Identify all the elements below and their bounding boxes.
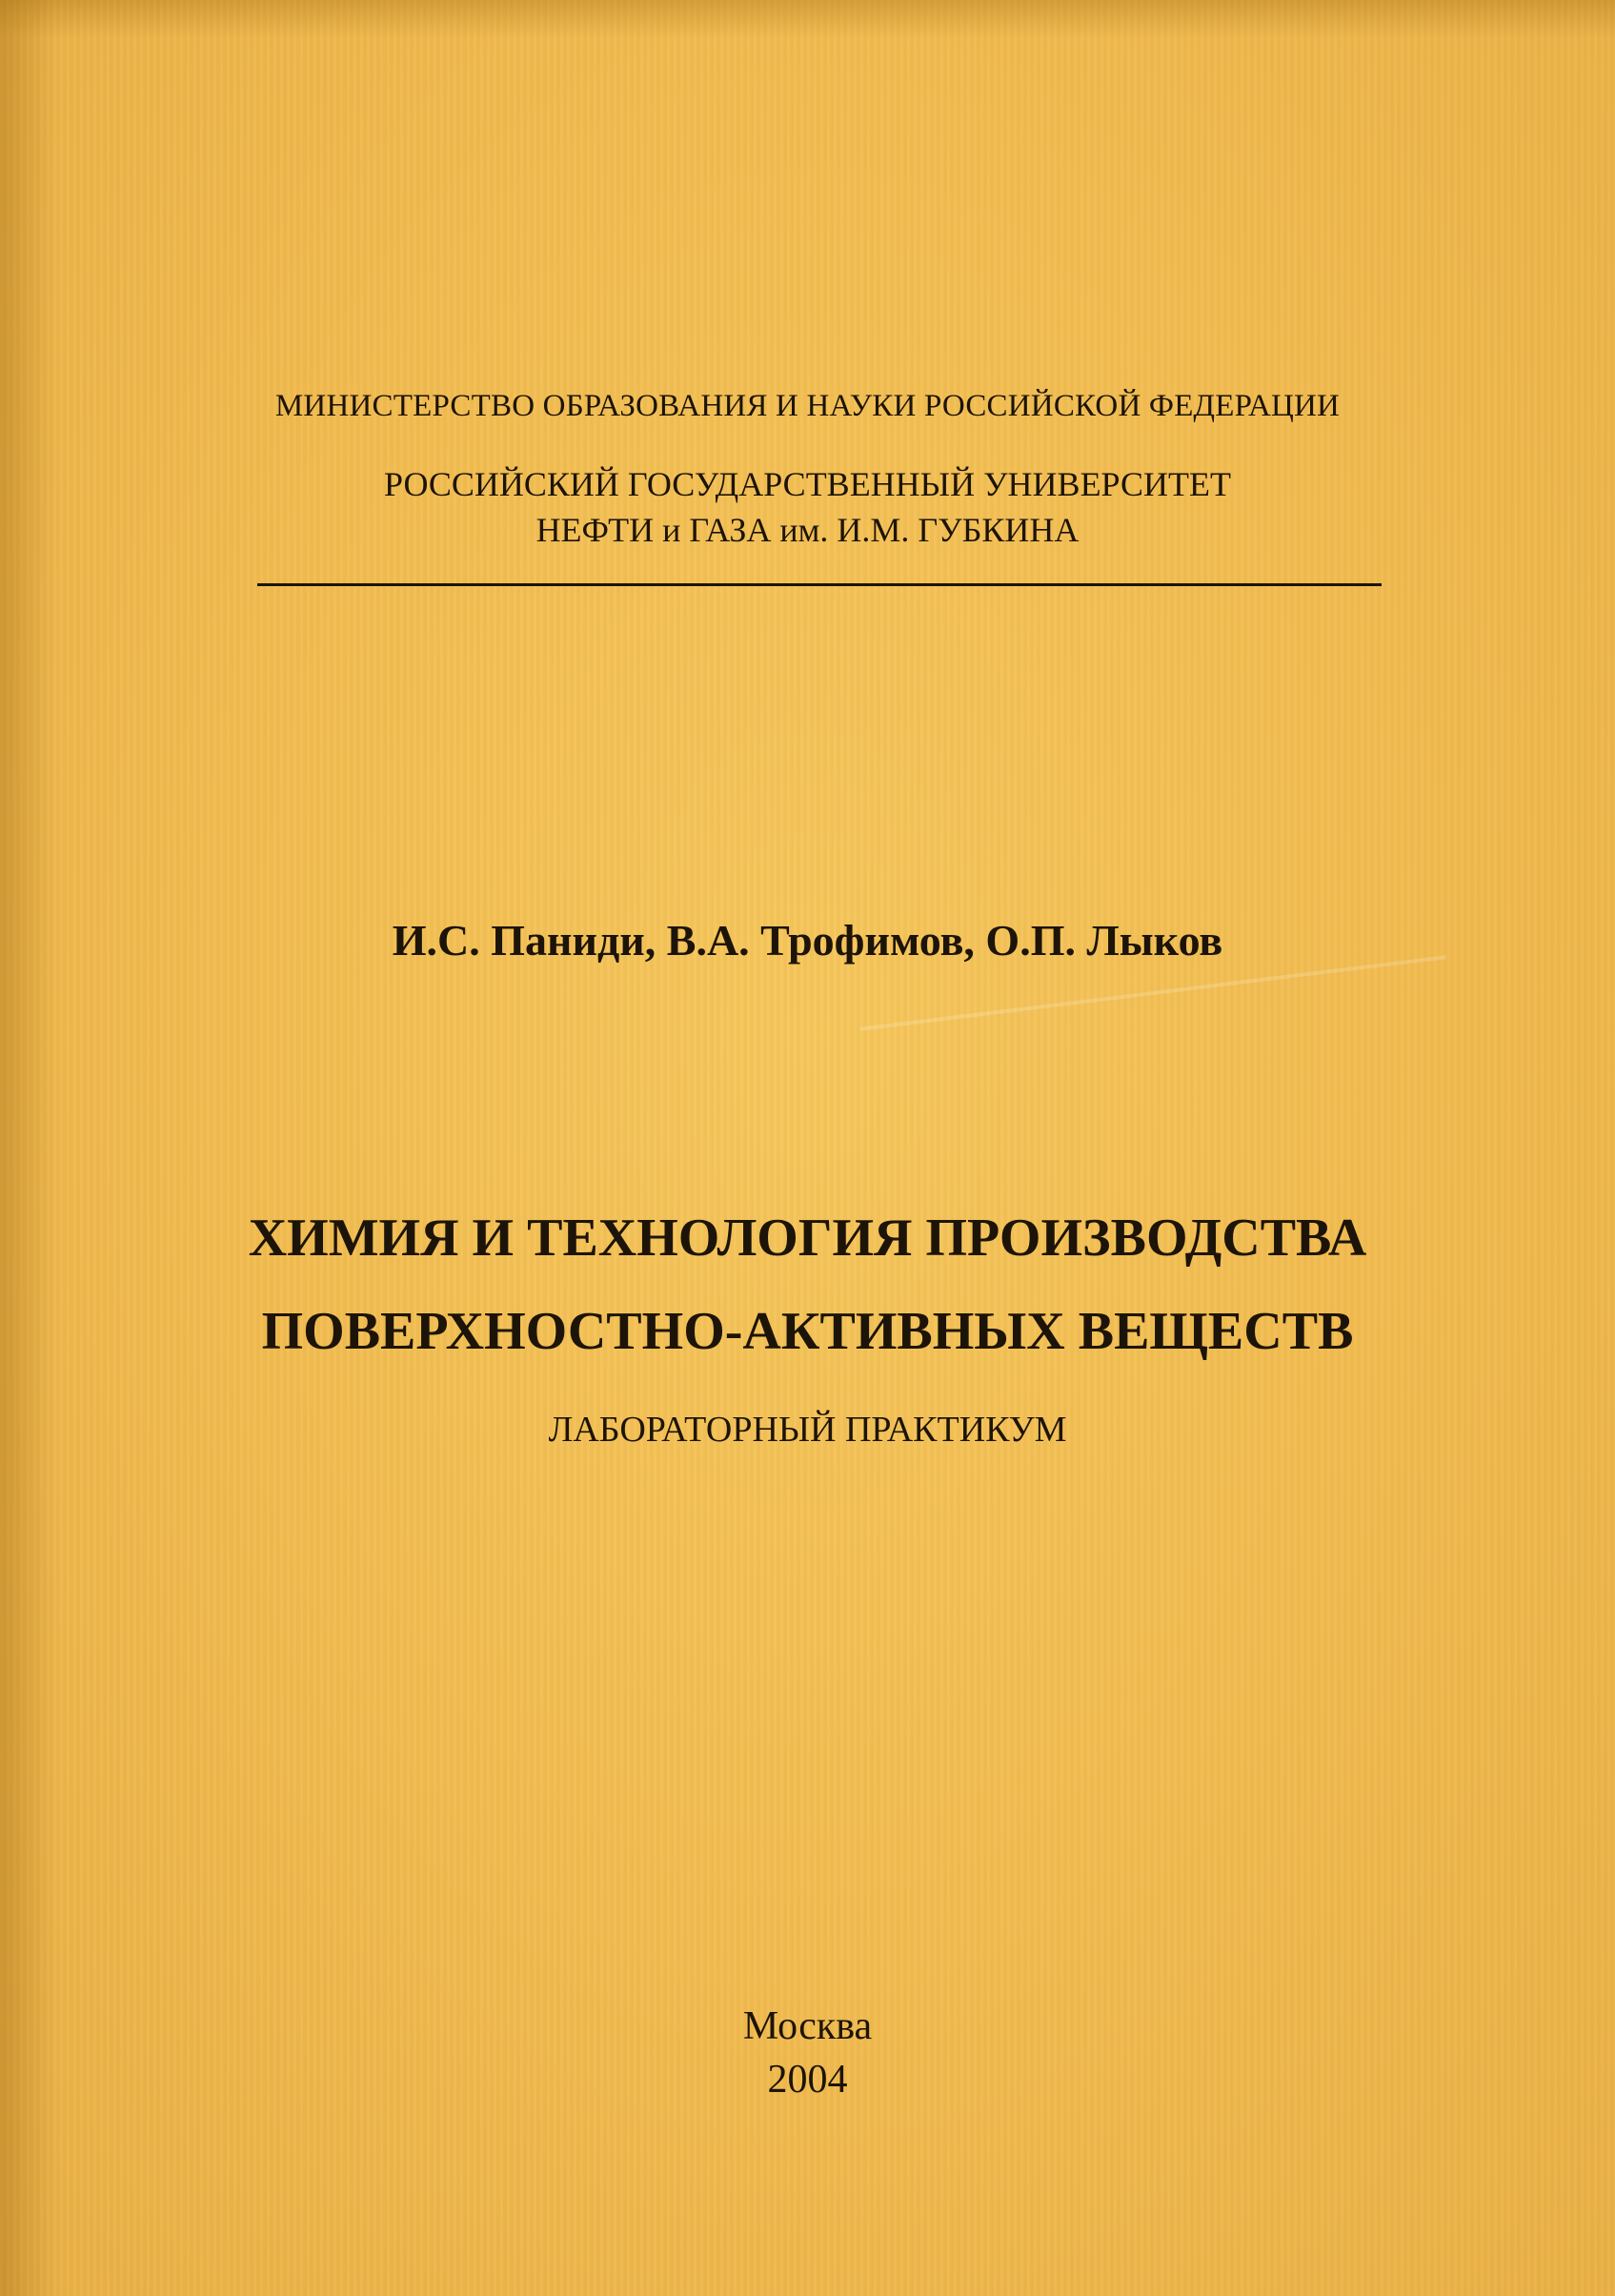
imprint-year: 2004 — [767, 2058, 848, 2102]
book-title-line-2: ПОВЕРХНОСТНО-АКТИВНЫХ ВЕЩЕСТВ — [261, 1302, 1354, 1361]
cover-edge-shadow-left — [0, 0, 57, 2296]
book-title — [0, 1191, 1615, 1378]
book-title-line-1: ХИМИЯ И ТЕХНОЛОГИЯ ПРОИЗВОДСТВА — [248, 1209, 1367, 1268]
book-subtitle: ЛАБОРАТОРНЫЙ ПРАКТИКУМ — [548, 1410, 1067, 1450]
imprint-city: Москва — [742, 2004, 873, 2048]
university-line-2: НЕФТИ и ГАЗА им. И.М. ГУБКИНА — [535, 511, 1080, 549]
cover-edge-shadow-top — [0, 0, 1615, 38]
cover-crease — [859, 955, 1446, 1031]
ministry-heading: МИНИСТЕРСТВО ОБРАЗОВАНИЯ И НАУКИ РОССИЙСКОЙ ФЕДЕРАЦИИ — [274, 389, 1341, 423]
authors: И.С. Паниди, В.А. Трофимов, О.П. Лыков — [392, 916, 1223, 965]
header-divider — [257, 583, 1382, 586]
university-heading — [0, 461, 1615, 553]
university-line-1: РОССИЙСКИЙ ГОСУДАРСТВЕННЫЙ УНИВЕРСИТЕТ — [383, 465, 1231, 503]
imprint — [0, 2000, 1615, 2106]
